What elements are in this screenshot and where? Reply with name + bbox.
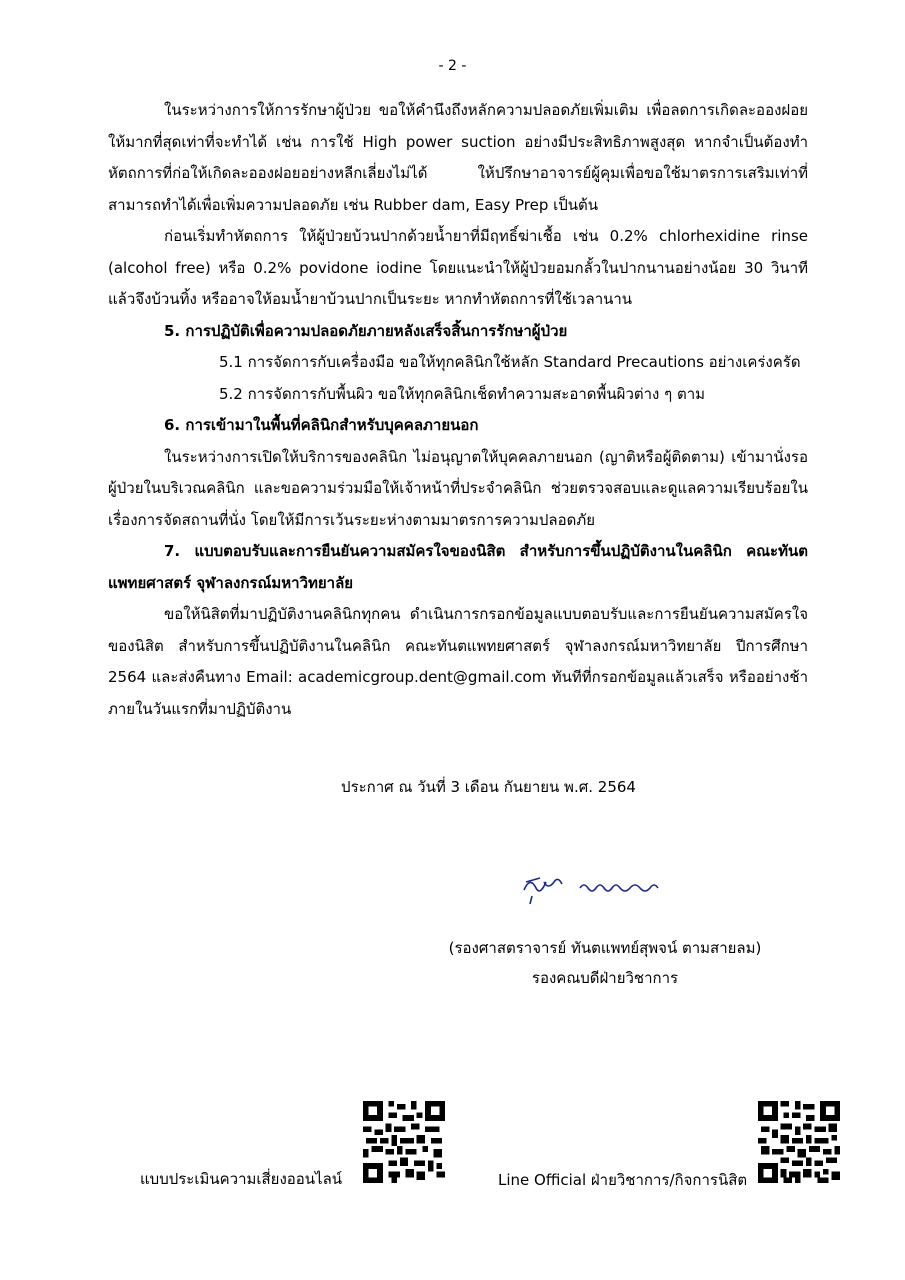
paragraph-outsiders: ในระหว่างการเปิดให้บริการของคลินิก ไม่อนุญาตให้บุคคลภายนอก (ญาติหรือผู้ติดตาม) เข้ามานั่งรอผู้ป่วยในบริเวณคลินิก และขอความร่วมมือให้เจ้าหน้าที่ประจำคลินิก ช่วยตรวจสอบและดูแลความเรียบร้อยในเรื่องการจัดสถานที่นั่ง โดยให้มีการเว้นระยะห่างตามมาตรการความปลอดภัย [108,447,808,529]
risk-assessment-label: แบบประเมินความเสี่ยงออนไลน์ [140,1170,343,1188]
line-official-label: Line Official ฝ่ายวิชาการ/กิจการนิสิต [498,1171,748,1189]
heading-section-5: 5. การปฏิบัติเพื่อความปลอดภัยภายหลังเสร็จสิ้นการรักษาผู้ป่วย [164,321,568,340]
signer-name: (รองศาสตราจารย์ ทันตแพทย์สุพจน์ ตามสายลม) [448,939,762,957]
page-number: - 2 - [438,58,467,74]
paragraph-mouth-rinse: ก่อนเริ่มทำหัตถการ ให้ผู้ป่วยบ้วนปากด้วยน้ำยาที่มีฤทธิ์ฆ่าเชื้อ เช่น 0.2% chlorhexidine rinse (alcohol free) หรือ 0.2% povidone iodine โดยแนะนำให้ผู้ป่วยอมกลั้วในปากนานอย่างน้อย 30 วินาที แล้วจึงบ้วนทิ้ง หรืออาจให้อมน้ำยาบ้วนปากเป็นระยะ หากทำหัตถการที่ใช้เวลานาน [108,227,808,308]
signer-block [380,933,830,993]
paragraph-consent-form: ขอให้นิสิตที่มาปฏิบัติงานคลินิกทุกคน ดำเนินการกรอกข้อมูลแบบตอบรับและการยืนยันความสมัครใจของนิสิต สำหรับการขึ้นปฏิบัติงานในคลินิก คณะทันตแพทยศาสตร์ จุฬาลงกรณ์มหาวิทยาลัย ปีการศึกษา 2564 และส่งคืนทาง Email: academicgroup.dent@gmail.com ทันทีที่กรอกข้อมูลแล้วเสร็จ หรืออย่างช้าภายในวันแรกที่มาปฏิบัติงาน [108,605,808,718]
document-body [108,95,808,725]
qr-code-line-official-icon[interactable] [753,1101,845,1183]
paragraph-aerosol-safety: ในระหว่างการให้การรักษาผู้ป่วย ขอให้คำนึงถึงหลักความปลอดภัยเพิ่มเติม เพื่อลดการเกิดละอองฝอยให้มากที่สุดเท่าที่จะทำได้ เช่น การใช้ High power suction อย่างมีประสิทธิภาพสูงสุด หากจำเป็นต้องทำหัตถการที่ก่อให้เกิดละอองฝอยอย่างหลีกเลี่ยงไม่ได้ ให้ปรึกษาอาจารย์ผู้คุมเพื่อขอใช้มาตรการเสริมเท่าที่สามารถทำได้เพื่อเพิ่มความปลอดภัย เช่น Rubber dam, Easy Prep เป็นต้น [108,101,808,214]
signer-position: รองคณบดีฝ่ายวิชาการ [531,969,679,987]
qr-code-risk-assessment-icon[interactable] [358,1101,450,1183]
signature-image [518,868,698,908]
announcement-date: ประกาศ ณ วันที่ 3 เดือน กันยายน พ.ศ. 2564 [341,778,636,796]
item-5-1: 5.1 การจัดการกับเครื่องมือ ขอให้ทุกคลินิกใช้หลัก Standard Precautions อย่างเคร่งครัด [219,353,801,371]
heading-section-6: 6. การเข้ามาในพื้นที่คลินิกสำหรับบุคคลภายนอก [164,416,479,434]
heading-section-7: 7. แบบตอบรับและการยืนยันความสมัครใจของนิสิต สำหรับการขึ้นปฏิบัติงานในคลินิก คณะทันตแพทยศาสตร์ จุฬาลงกรณ์มหาวิทยาลัย [108,542,808,592]
item-5-2: 5.2 การจัดการกับพื้นผิว ขอให้ทุกคลินิกเช็ดทำความสะอาดพื้นผิวต่าง ๆ ตาม [219,384,706,403]
